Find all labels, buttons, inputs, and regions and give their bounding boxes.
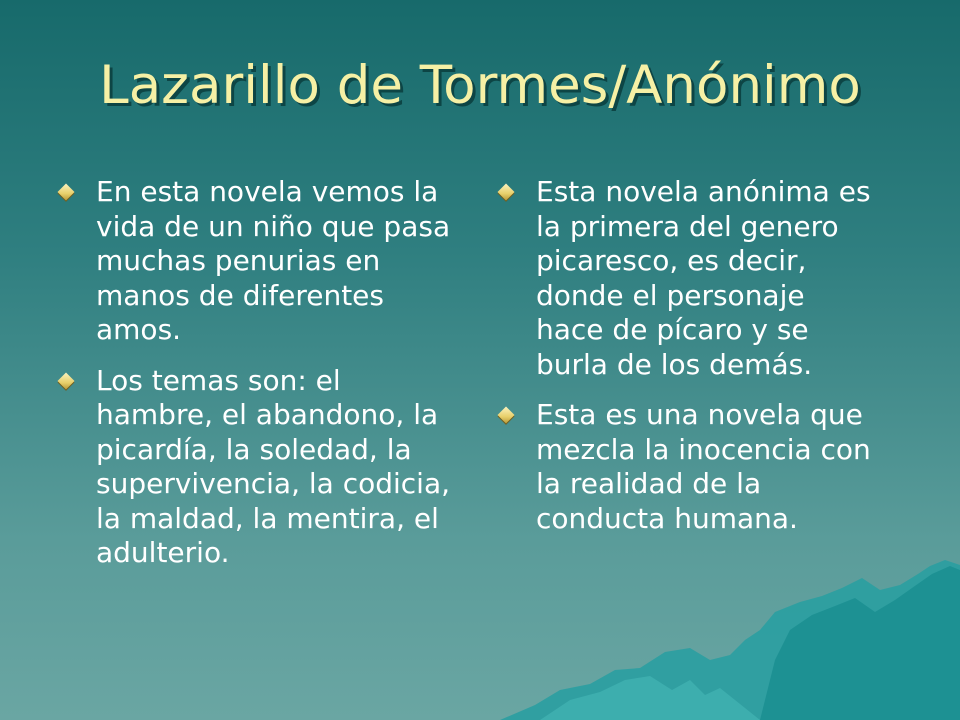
list-item-text: Los temas son: el hambre, el abandono, la picardía, la soledad, la supervivencia, la codicia, la maldad, la mentira, el adulterio.	[96, 363, 451, 569]
diamond-bullet-icon	[58, 372, 75, 389]
list-item-text: Esta es una novela que mezcla la inocencia con la realidad de la conducta humana.	[536, 398, 871, 535]
diamond-bullet-icon	[58, 184, 75, 201]
diamond-bullet-icon	[498, 184, 515, 201]
right-column-list	[500, 175, 880, 552]
left-column-list	[60, 175, 460, 587]
list-item	[60, 364, 460, 571]
list-item	[500, 175, 880, 382]
list-item	[500, 398, 880, 536]
list-item-text: En esta novela vemos la vida de un niño que pasa muchas penurias en manos de diferentes amos.	[96, 175, 451, 346]
list-item	[60, 175, 460, 348]
slide-title: Lazarillo de Tormes/Anónimo	[99, 55, 861, 116]
diamond-bullet-icon	[498, 407, 515, 424]
list-item-text: Esta novela anónima es la primera del genero picaresco, es decir, donde el personaje hace de pícaro y se burla de los demás.	[536, 175, 871, 381]
